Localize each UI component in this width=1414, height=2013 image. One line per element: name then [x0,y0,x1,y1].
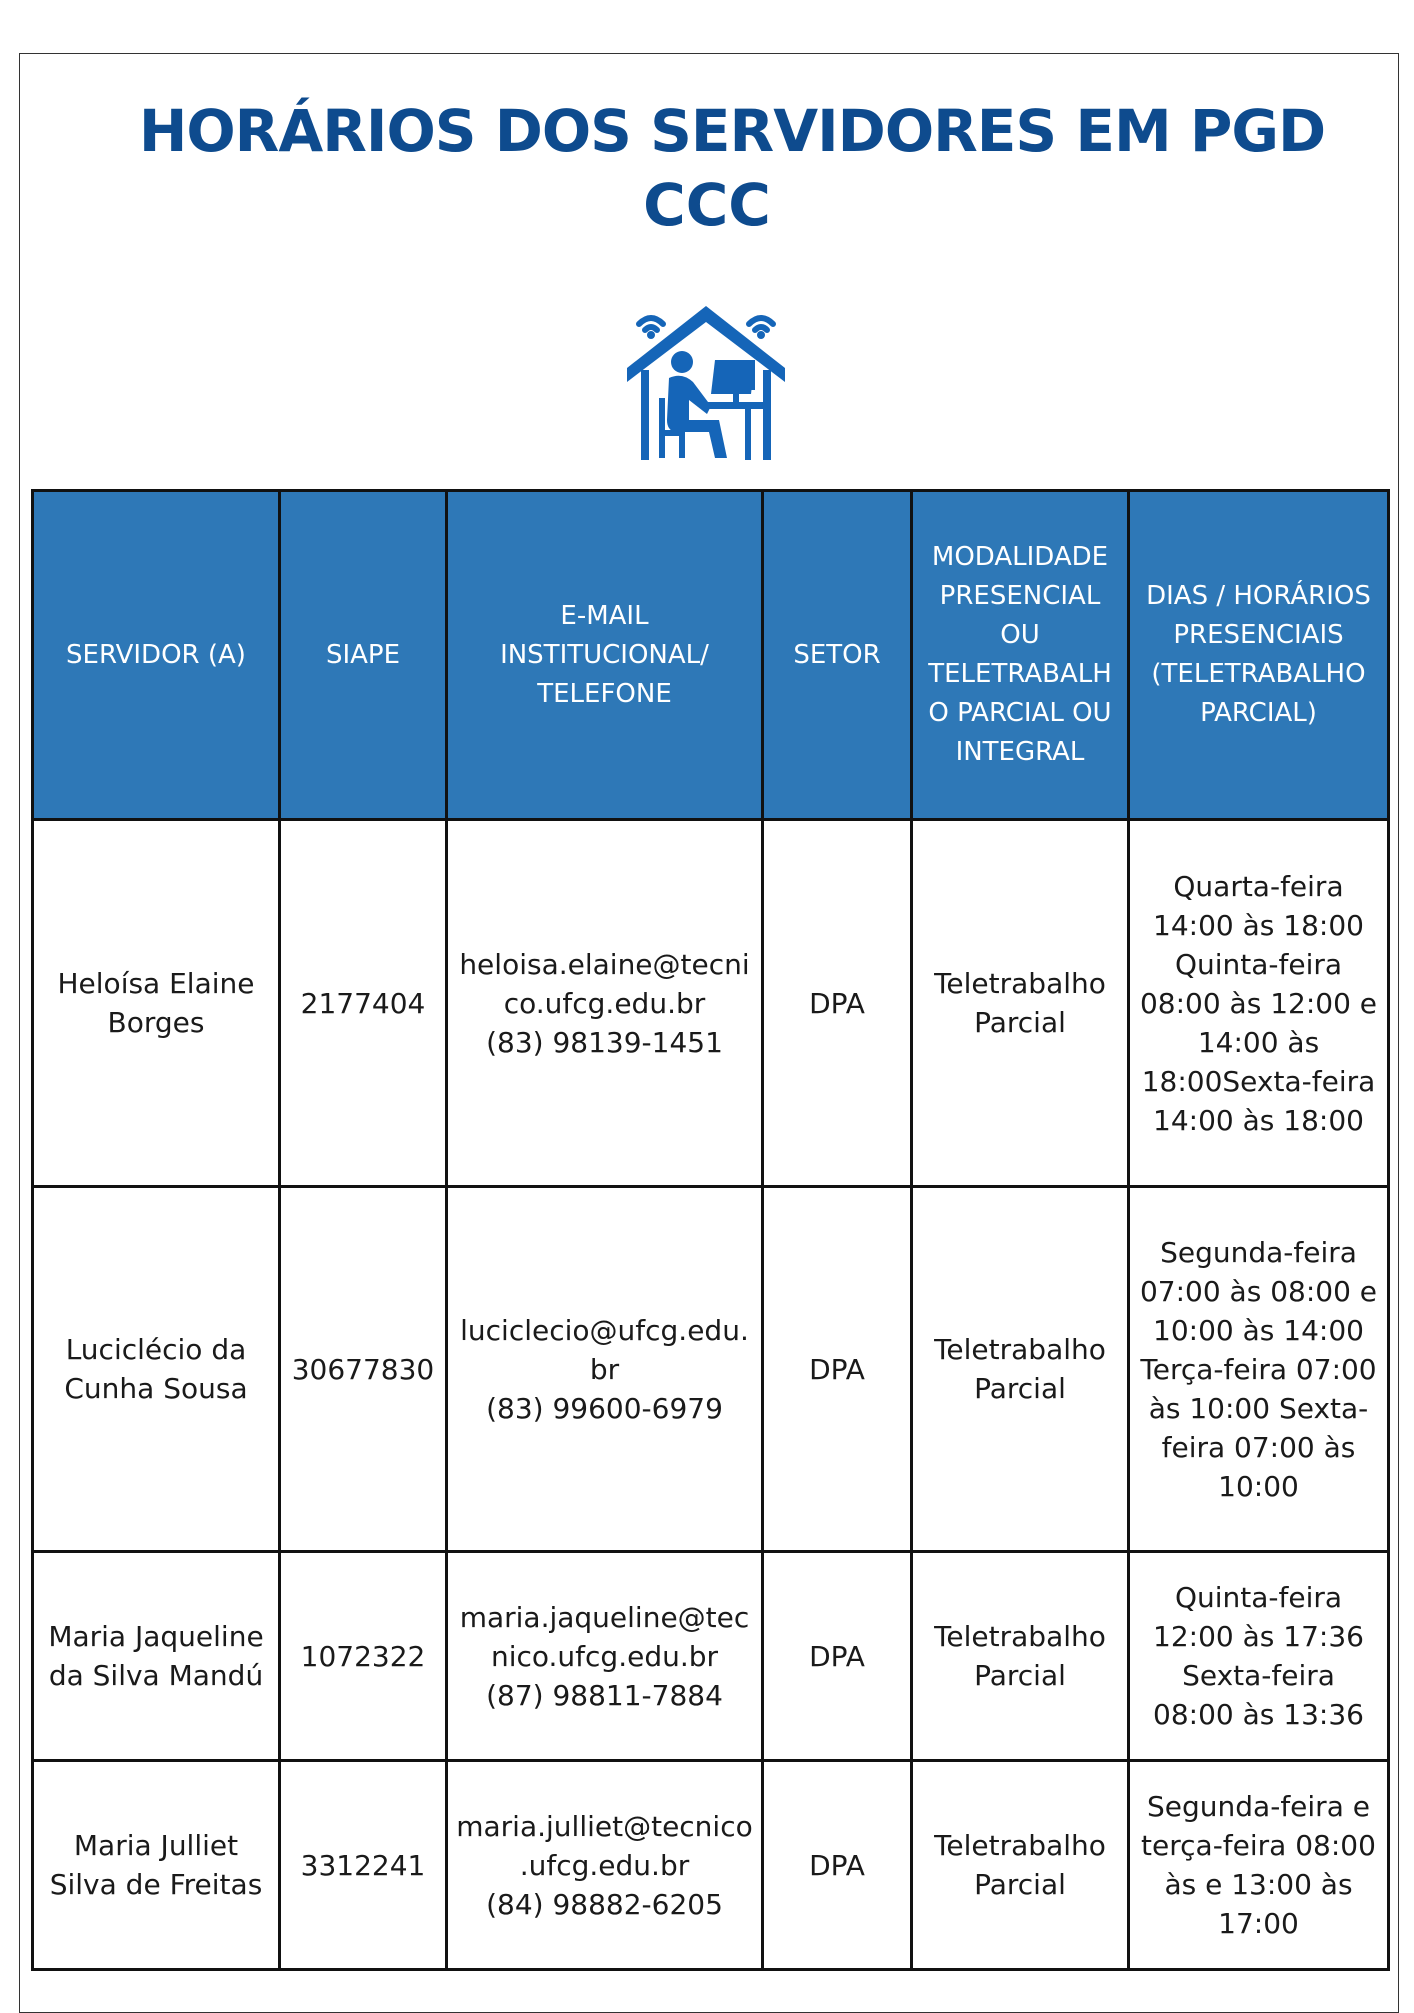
column-header-modalidade: MODALIDADE PRESENCIAL OU TELETRABALHO PARCIAL OU INTEGRAL [912,491,1129,820]
page-subtitle: CCC [643,171,771,239]
phone-text: (87) 98811-7884 [486,1678,723,1712]
siape-cell: 1072322 [280,1552,447,1761]
servidor-cell: Maria Jaqueline da Silva Mandú [33,1552,280,1761]
email-link[interactable]: maria.jaqueline@tecnico.ufcg.edu.br [459,1600,750,1673]
table-row [33,820,1389,1187]
siape-cell: 30677830 [280,1187,447,1552]
contact-cell [447,1761,763,1970]
phone-text: (83) 99600-6979 [486,1391,723,1425]
servidor-cell: Heloísa Elaine Borges [33,820,280,1187]
setor-cell: DPA [763,820,912,1187]
horarios-cell: Segunda-feira e terça-feira 08:00 às e 13:00 às 17:00 [1129,1761,1389,1970]
modalidade-cell: Teletrabalho Parcial [912,1187,1129,1552]
modalidade-cell: Teletrabalho Parcial [912,1552,1129,1761]
column-header-siape: SIAPE [280,491,447,820]
setor-cell: DPA [763,1187,912,1552]
modalidade-cell: Teletrabalho Parcial [912,1761,1129,1970]
horarios-cell: Segunda-feira 07:00 às 08:00 e 10:00 às 14:00 Terça-feira 07:00 às 10:00 Sexta-feira 07:00 às 10:00 [1129,1187,1389,1552]
siape-cell: 2177404 [280,820,447,1187]
column-header-horarios: DIAS / HORÁRIOS PRESENCIAIS (TELETRABALHO PARCIAL) [1129,491,1389,820]
table-row [33,1761,1389,1970]
horarios-cell: Quarta-feira 14:00 às 18:00 Quinta-feira 08:00 às 12:00 e 14:00 às 18:00Sexta-feira 14:00 às 18:00 [1129,820,1389,1187]
setor-cell: DPA [763,1552,912,1761]
servidor-cell: Maria Julliet Silva de Freitas [33,1761,280,1970]
email-link[interactable]: maria.julliet@tecnico.ufcg.edu.br [456,1809,753,1882]
contact-cell [447,820,763,1187]
modalidade-cell: Teletrabalho Parcial [912,820,1129,1187]
email-link[interactable]: luciclecio@ufcg.edu.br [460,1313,749,1386]
page-title: HORÁRIOS DOS SERVIDORES EM PGD [138,97,1326,165]
servidor-cell: Luciclécio da Cunha Sousa [33,1187,280,1552]
column-header-email-telefone: E-MAIL INSTITUCIONAL/ TELEFONE [447,491,763,820]
phone-text: (83) 98139-1451 [486,1025,723,1059]
contact-cell [447,1552,763,1761]
table-row [33,1187,1389,1552]
siape-cell: 3312241 [280,1761,447,1970]
column-header-servidor: SERVIDOR (A) [33,491,280,820]
servers-table [31,489,1390,1971]
table-row [33,1552,1389,1761]
column-header-setor: SETOR [763,491,912,820]
home-office-remote-work-icon [627,302,785,462]
email-link[interactable]: heloisa.elaine@tecnico.ufcg.edu.br [459,947,750,1020]
horarios-cell: Quinta-feira 12:00 às 17:36 Sexta-feira 08:00 às 13:36 [1129,1552,1389,1761]
phone-text: (84) 98882-6205 [486,1887,723,1921]
contact-cell [447,1187,763,1552]
setor-cell: DPA [763,1761,912,1970]
table-header-row [33,491,1389,820]
